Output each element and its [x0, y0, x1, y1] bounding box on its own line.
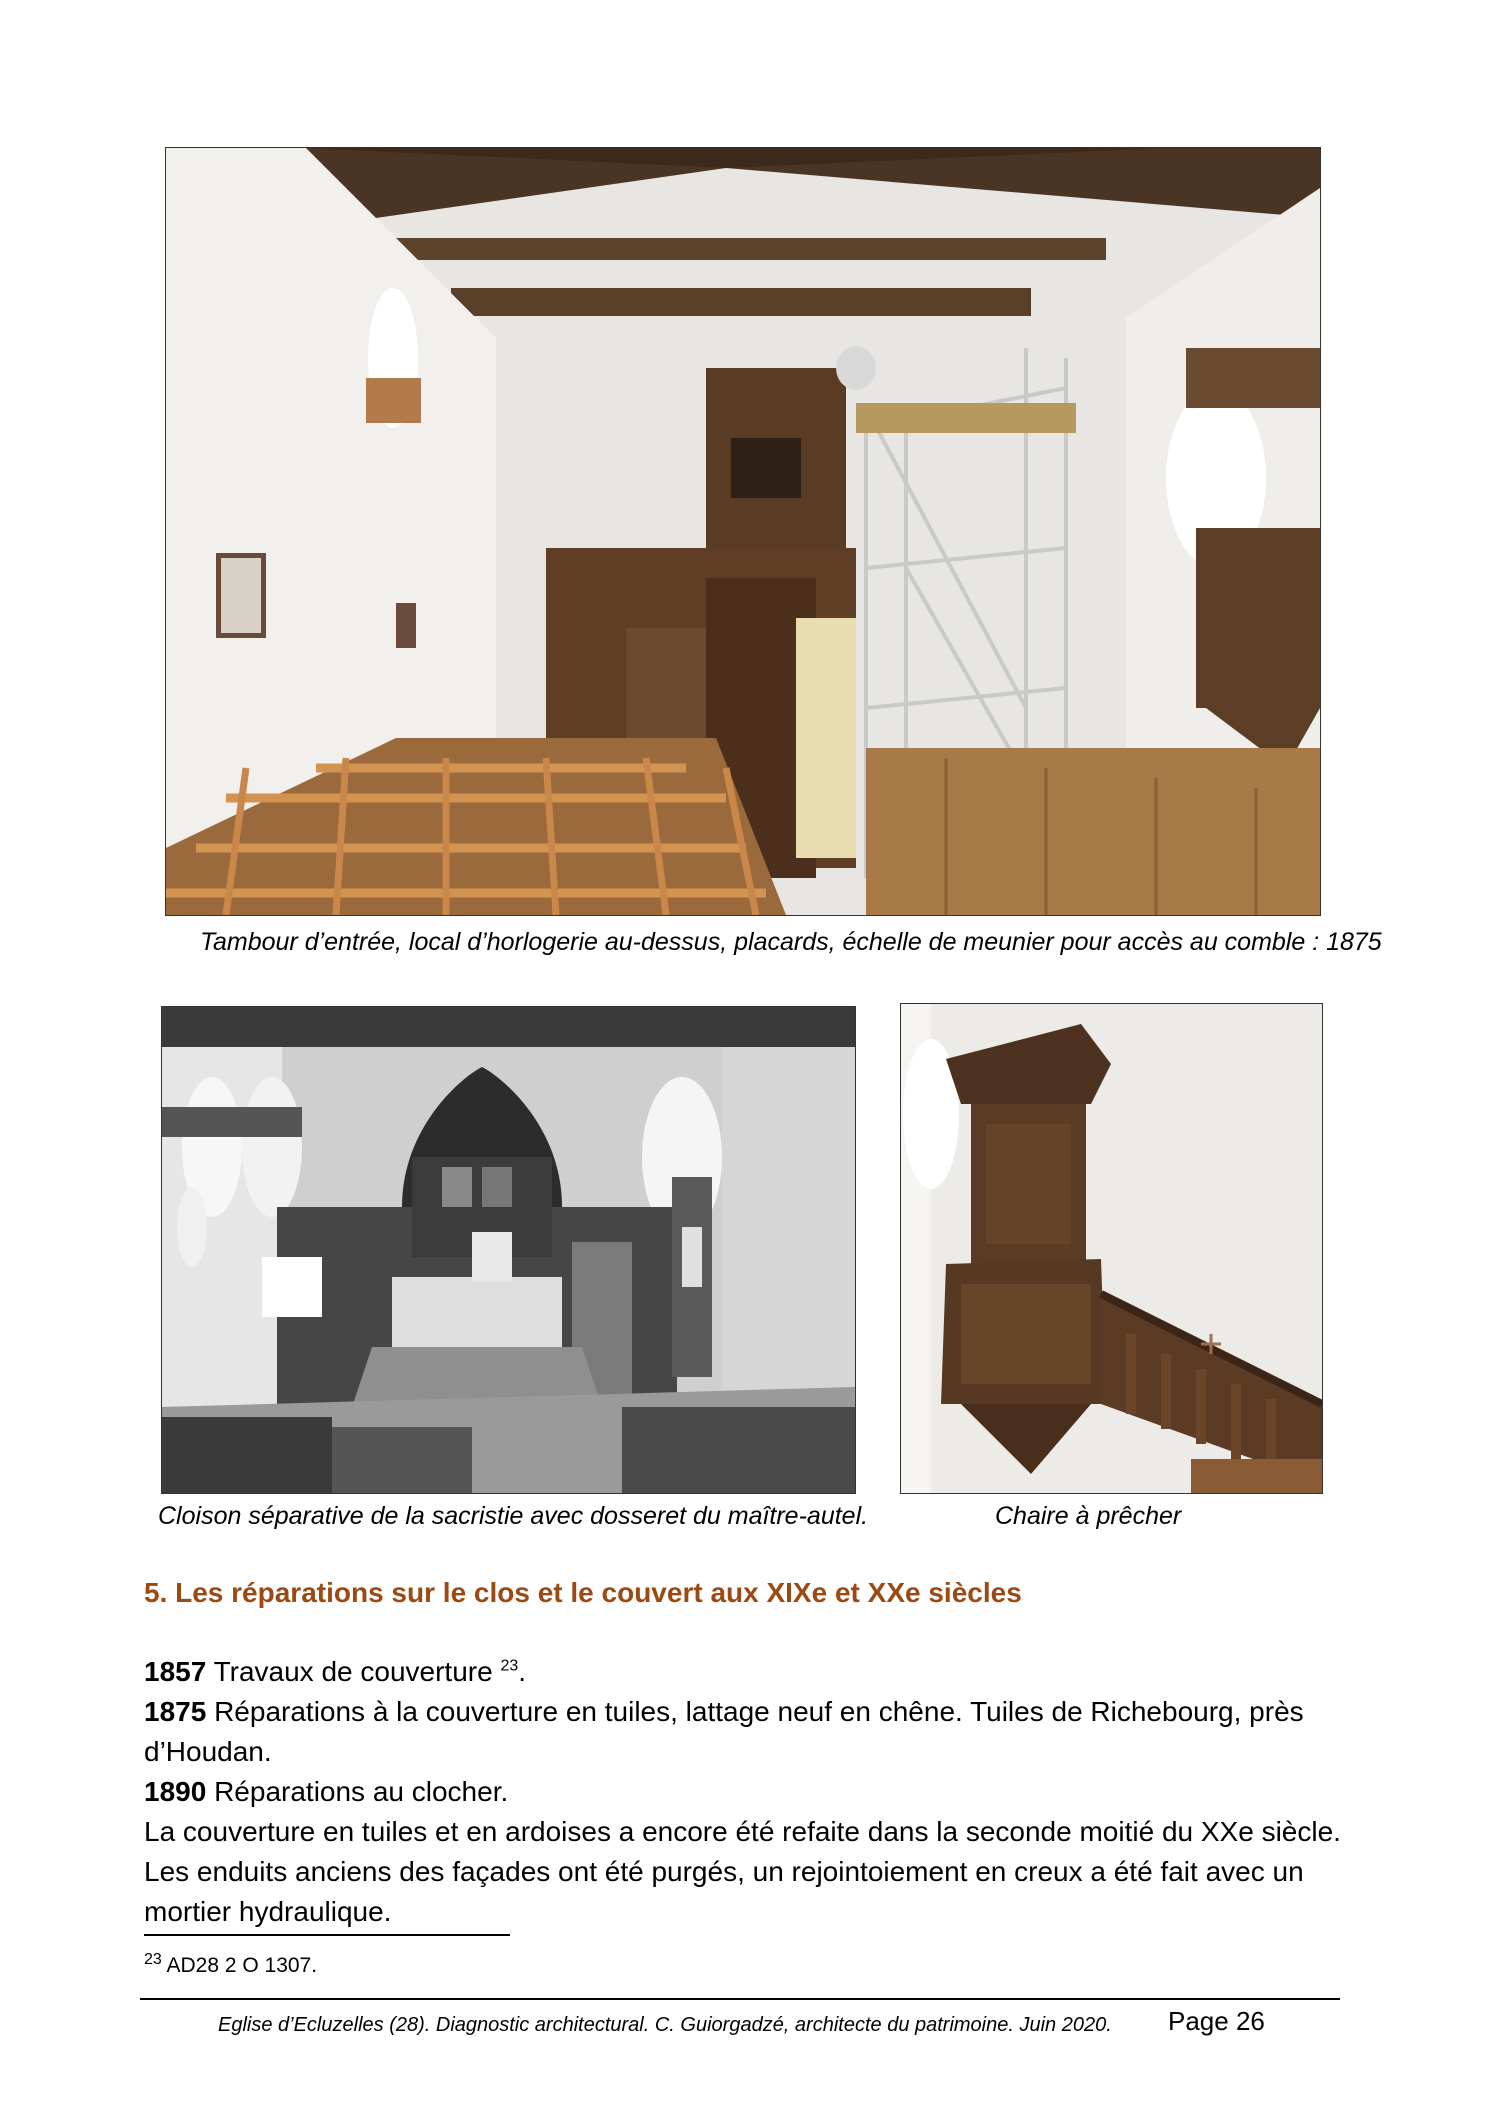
paragraph-plaster: Les enduits anciens des façades ont été purgés, un rejointoiement en creux a été fait avec un mortier hydraulique. [144, 1856, 1304, 1927]
entry-text: Réparations à la couverture en tuiles, lattage neuf en chêne. Tuiles de Richebourg, près d’Houdan. [144, 1696, 1304, 1767]
photo-sacristy-partition [161, 1006, 856, 1494]
photo-bottom-left-caption: Cloison séparative de la sacristie avec dosseret du maître-autel. [158, 1502, 869, 1530]
entry-1857 [144, 1652, 1374, 1692]
section-body [144, 1652, 1374, 1932]
footer-text: Eglise d’Ecluzelles (28). Diagnostic architectural. C. Guiorgadzé, architecte du patrimoine. Juin 2020. [218, 2014, 1112, 2036]
entry-text-end: . [518, 1656, 527, 1687]
section-heading: 5. Les réparations sur le clos et le couvert aux XIXe et XXe siècles [144, 1577, 1022, 1608]
entry-text: Réparations au clocher. [206, 1776, 509, 1807]
photo-church-entrance [165, 147, 1321, 916]
entry-text: Travaux de couverture [206, 1656, 501, 1687]
footer-separator [140, 1998, 1340, 2000]
footnote-number: 23 [144, 1951, 162, 1968]
footnote-ref: 23 [500, 1657, 519, 1675]
entry-year: 1875 [144, 1696, 207, 1727]
photo-pulpit [900, 1003, 1323, 1494]
paragraph-roofing: La couverture en tuiles et en ardoises a encore été refaite dans la seconde moitié du XXe siècle. [144, 1816, 1341, 1847]
photo-bottom-right-caption: Chaire à prêcher [995, 1502, 1182, 1530]
entry-year: 1857 [144, 1656, 207, 1687]
photo-top-caption: Tambour d’entrée, local d’horlogerie au-dessus, placards, échelle de meunier pour accès au comble : 1875 [200, 928, 1382, 956]
footnote [144, 1951, 318, 1978]
footnote-separator [144, 1934, 510, 1936]
page-number: Page 26 [1168, 2006, 1265, 2036]
entry-1890 [144, 1772, 1374, 1812]
entry-1875 [144, 1692, 1374, 1772]
entry-year: 1890 [144, 1776, 207, 1807]
footnote-text: AD28 2 O 1307. [161, 1954, 318, 1977]
